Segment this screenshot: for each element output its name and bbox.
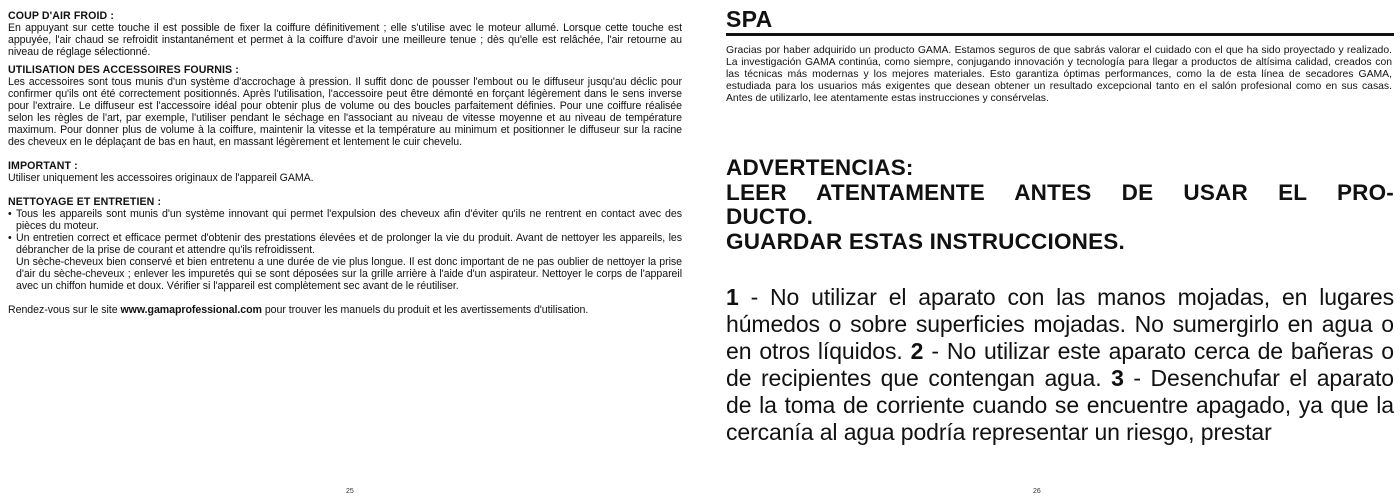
paragraph-utilisation: Les accessoires sont tous munis d'un système d'accrochage à pression. Il suffit donc de pousser l'embout ou le diffuseur jusqu'au déclic pour confirmer qu'ils ont été correctement positionnés. Après l'utilisation, l'accessoire peut être démonté en forçant légèrement dans le sens inverse pour l'extraire. Le diffuseur est l'accessoire idéal pour obtenir plus de volume ou des boucles parfaitement définies. Pour une coiffure réalisée selon les règles de l'art, par exemple, l'utiliser pendant le séchage en l'associant au niveau de vitesse moyenne et au niveau de température maximum. Pour donner plus de volume à la coiffure, maintenir la vitesse et la température au minimum et positionner le diffuseur sur la racine des cheveux en le déplaçant de bas en haut, en massant légèrement et lentement le cuir chevelu.: [8, 76, 682, 148]
warning-line-advertencias: ADVERTENCIAS:: [726, 155, 914, 180]
bullet-icon: •: [8, 208, 12, 220]
section-heading-important: IMPORTANT :: [8, 160, 78, 172]
section-heading-coup-dair-froid: COUP D'AIR FROID :: [8, 10, 114, 22]
list-item-expulsion: [8, 208, 682, 232]
paragraph-website: [8, 304, 682, 316]
warning-line-leer: LEER ATENTAMENTE ANTES DE USAR EL PRO-: [726, 179, 1394, 205]
language-title: SPA: [726, 6, 773, 32]
bullet-text-conservation: Un sèche-cheveux bien conservé et bien entretenu a une durée de vie plus longue. Il est donc important de ne pas oublier de nettoyer la prise d'air du sèche-cheveux ; enlever les impuretés qui se sont déposées sur la grille arrière à l'aide d'un aspirateur. Nettoyer le corps de l'appareil avec un chiffon humide et doux. Vérifier si l'appareil est complètement sec avant de le réutiliser.: [16, 256, 682, 292]
warning-number-2: 2: [910, 338, 924, 364]
left-column: [8, 10, 682, 316]
language-header: [726, 6, 1394, 36]
warning-text-2: - No utilizar este aparato cerca de bañeras o de recipientes que contengan agua.: [726, 338, 1394, 391]
bullet-text-expulsion: Tous les appareils sont munis d'un système innovant qui permet l'expulsion des cheveux afin d'éviter qu'ils ne rentrent en contact avec des pièces du moteur.: [16, 208, 682, 232]
paragraph-coup-dair-froid: En appuyant sur cette touche il est possible de fixer la coiffure définitivement ; elle s'utilise avec le moteur allumé. Lorsque cette touche est appuyée, l'air chaud se refroidit instantanément et permet à la coiffure d'avoir une meilleure tenue ; dès qu'elle est relâchée, l'air retourne au niveau de réglage sélectionné.: [8, 22, 682, 58]
page-number-right: 26: [1033, 488, 1041, 495]
website-link[interactable]: www.gamaprofessional.com: [120, 304, 262, 316]
warning-heading: [726, 156, 1394, 254]
warning-text-3: - Desenchufar el aparato de la toma de corriente cuando se encuentre apagado, ya que la cercanía al agua podría representar un riesgo, prestar: [726, 365, 1394, 445]
numbered-warnings: [726, 284, 1394, 446]
website-suffix: pour trouver les manuels du produit et les avertissements d'utilisation.: [261, 304, 589, 316]
header-rule: [726, 33, 1394, 36]
intro-paragraph: Gracias por haber adquirido un producto GAMA. Estamos seguros de que sabrás valorar el cuidado con el que ha sido proyectado y realizado. La investigación GAMA continúa, como siempre, conjugando innovación y tecnología para llegar a productos de altísima calidad, creados con las técnicas más modernas y los mejores materiales. Esto garantiza óptimas performances, como la de esta línea de secadores GAMA, estudiada para los usuarios más exigentes que desean obtener un resultado excepcional tanto en el salón profesional como en sus casas. Antes de utilizarlo, lee atentamente estas instrucciones y consérvelas.: [726, 45, 1392, 104]
section-heading-nettoyage: NETTOYAGE ET ENTRETIEN :: [8, 196, 162, 208]
warning-line-ducto: DUCTO.: [726, 204, 814, 229]
paragraph-important: Utiliser uniquement les accessoires originaux de l'appareil GAMA.: [8, 172, 314, 184]
warning-line-guardar: GUARDAR ESTAS INSTRUCCIONES.: [726, 228, 1125, 254]
warning-number-1: 1: [726, 284, 739, 310]
bullet-icon: •: [8, 232, 12, 244]
warning-text-1: - No utilizar el aparato con las manos mojadas, en lugares húmedos o sobre superficies mojadas. No sumergirlo en agua o en otros líquidos.: [726, 284, 1394, 364]
website-prefix: Rendez-vous sur le site: [8, 304, 121, 316]
page-number-left: 25: [346, 488, 354, 495]
right-page: [700, 0, 1400, 503]
section-heading-utilisation: UTILISATION DES ACCESSOIRES FOURNIS :: [8, 64, 239, 76]
list-item-entretien: [8, 232, 682, 292]
warning-number-3: 3: [1111, 365, 1124, 391]
bullet-text-entretien: Un entretien correct et efficace permet d'obtenir des prestations élevées et de prolonger la vie du produit. Avant de nettoyer les appareils, les débrancher de la prise de courant et attendre qu'ils refroidissent.: [16, 232, 682, 256]
